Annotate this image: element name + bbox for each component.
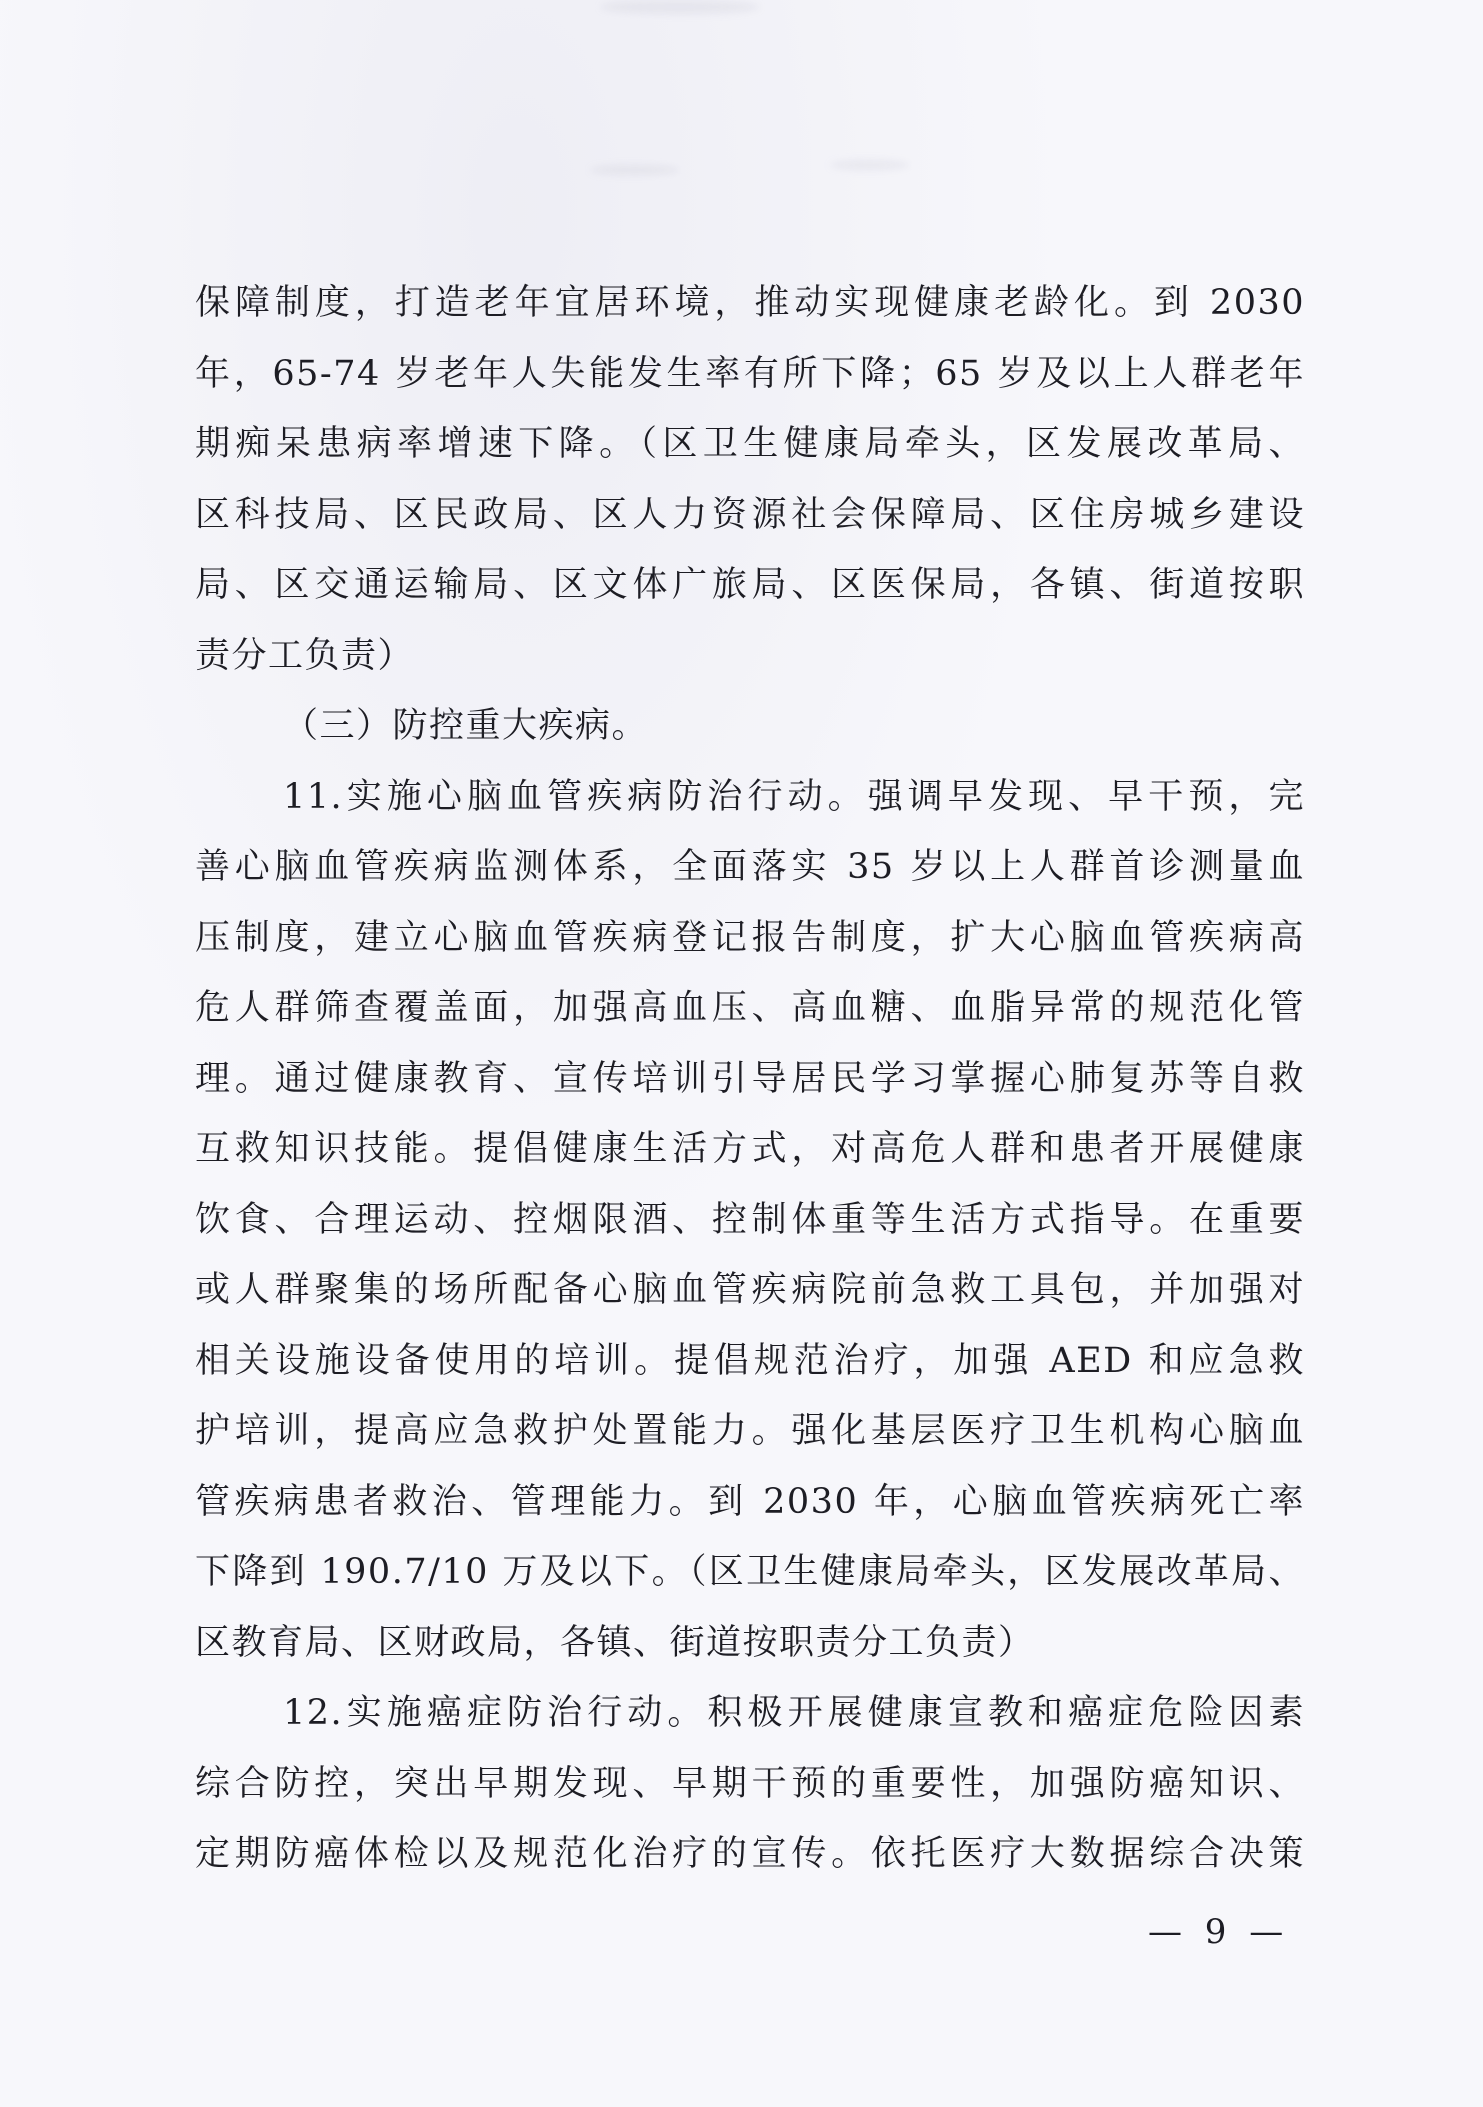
text-line: 期痴呆患病率增速下降。（区卫生健康局牵头，区发展改革局、 [195, 424, 1305, 464]
section-heading: （三）防控重大疾病。 [283, 706, 649, 746]
text-line: 或人群聚集的场所配备心脑血管疾病院前急救工具包，并加强对 [195, 1270, 1305, 1310]
text-line: 护培训，提高应急救护处置能力。强化基层医疗卫生机构心脑血 [195, 1411, 1305, 1451]
text-line: 年，65-74 岁老年人失能发生率有所下降；65 岁及以上人群老年 [195, 353, 1305, 394]
text-line: 危人群筛查覆盖面，加强高血压、高血糖、血脂异常的规范化管 [195, 988, 1305, 1028]
paragraph-start-line: 11.实施心脑血管疾病防治行动。强调早发现、早干预，完 [283, 776, 1305, 817]
paragraph-start-line: 12.实施癌症防治行动。积极开展健康宣教和癌症危险因素 [283, 1693, 1305, 1733]
page-number: — 9 — [1148, 1912, 1290, 1952]
scan-smudge [600, 0, 760, 14]
text-line: 定期防癌体检以及规范化治疗的宣传。依托医疗大数据综合决策 [195, 1834, 1305, 1874]
scan-smudge [830, 160, 910, 170]
text-line: 综合防控，突出早期发现、早期干预的重要性，加强防癌知识、 [195, 1763, 1305, 1804]
text-line: 压制度，建立心脑血管疾病登记报告制度，扩大心脑血管疾病高 [195, 917, 1305, 958]
text-line: 责分工负责） [195, 635, 415, 676]
text-line: 区教育局、区财政局，各镇、街道按职责分工负责） [195, 1622, 1035, 1663]
text-line: 互救知识技能。提倡健康生活方式，对高危人群和患者开展健康 [195, 1129, 1305, 1169]
text-line: 区科技局、区民政局、区人力资源社会保障局、区住房城乡建设 [195, 494, 1305, 535]
text-line: 善心脑血管疾病监测体系，全面落实 35 岁以上人群首诊测量血 [195, 847, 1305, 887]
scan-smudge [590, 165, 680, 175]
text-line: 局、区交通运输局、区文体广旅局、区医保局，各镇、街道按职 [195, 565, 1305, 605]
text-line: 保障制度，打造老年宜居环境，推动实现健康老龄化。到 2030 [195, 283, 1305, 323]
text-line: 饮食、合理运动、控烟限酒、控制体重等生活方式指导。在重要 [195, 1199, 1305, 1240]
text-line: 下降到 190.7/10 万及以下。（区卫生健康局牵头，区发展改革局、 [195, 1552, 1305, 1592]
document-body [195, 268, 1305, 1890]
text-line: 理。通过健康教育、宣传培训引导居民学习掌握心肺复苏等自救 [195, 1058, 1305, 1099]
text-line: 管疾病患者救治、管理能力。到 2030 年，心脑血管疾病死亡率 [195, 1481, 1305, 1522]
text-line: 相关设施设备使用的培训。提倡规范治疗，加强 AED 和应急救 [195, 1340, 1305, 1381]
